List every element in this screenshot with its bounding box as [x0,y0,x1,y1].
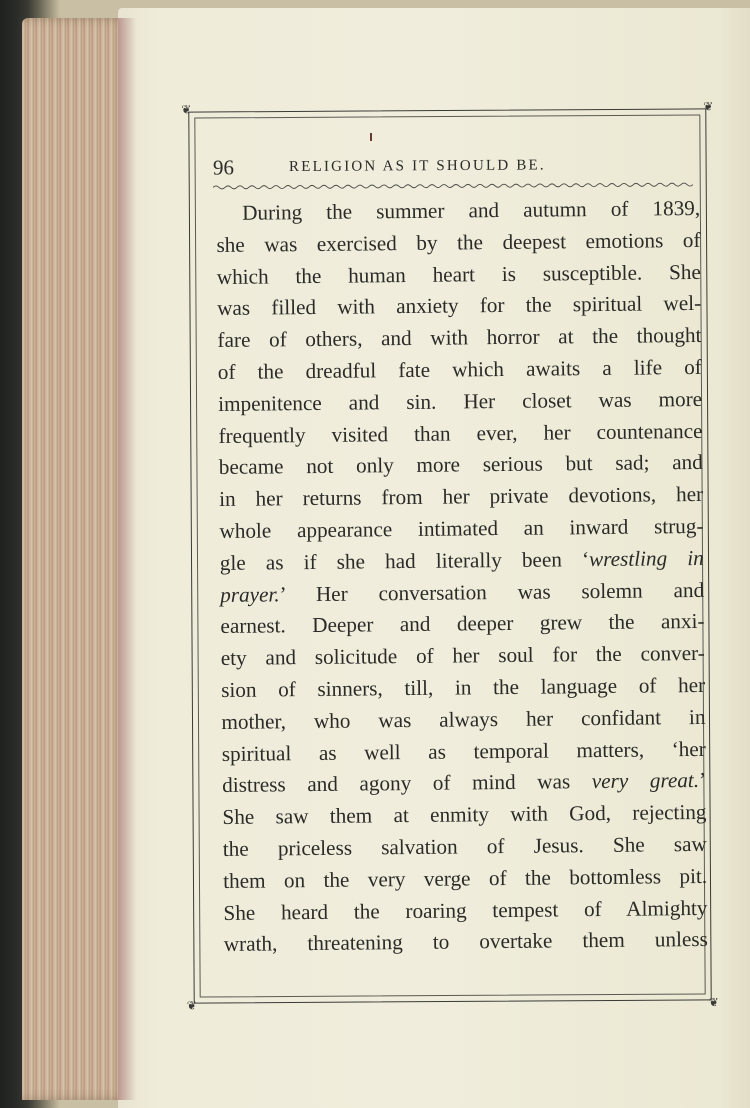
text-line: frequently visited than ever, her countenance [218,418,703,448]
text-line: in her returns from her private devotions, her [219,482,704,512]
text-line: sion of sinners, till, in the language of her [221,672,706,702]
text-line: She saw them at enmity with God, rejecting [222,800,707,830]
corner-ornament-icon: ❦ [703,99,714,114]
text-line: of the dreadful fate which awaits a life of [217,354,702,384]
corner-ornament-icon: ❦ [186,998,197,1013]
text-line: she was exercised by the deepest emotions of [216,227,701,257]
page-header [213,149,693,182]
text-line: became not only more serious but sad; and [218,450,703,480]
text-line: earnest. Deeper and deeper grew the anxi- [220,609,705,639]
text-line: mother, who was always her confidant in [221,704,706,734]
text-line: spiritual as well as temporal matters, ‘her [221,736,706,766]
text-line: prayer.’ Her conversation was solemn and [220,577,705,607]
text-line: impenitence and sin. Her closet was more [218,386,703,416]
running-title: RELIGION AS IT SHOULD BE. [288,157,546,176]
text-line: was filled with anxiety for the spiritual wel- [217,291,702,321]
page-number: 96 [212,155,235,180]
text-line: them on the very verge of the bottomless pit. [223,863,708,893]
text-line: ety and solicitude of her soul for the conver- [220,641,705,671]
text-line: the priceless salvation of Jesus. She saw [222,831,707,861]
text-line: whole appearance intimated an inward strug- [219,513,704,543]
corner-ornament-icon: ❦ [708,995,719,1010]
gutter-shadow [118,18,136,1100]
text-line: wrath, threatening to overtake them unless [223,927,708,957]
text-line: gle as if she had literally been ‘wrestling in [219,545,704,575]
text-line: which the human heart is susceptible. She [216,259,701,289]
text-line: She heard the roaring tempest of Almighty [223,895,708,925]
corner-ornament-icon: ❦ [181,102,192,117]
body-text [216,193,708,961]
text-line: During the summer and autumn of 1839, [242,195,701,225]
text-line: fare of others, and with horror at the thought [217,323,702,353]
text-line: distress and agony of mind was very great.’ [222,768,707,798]
